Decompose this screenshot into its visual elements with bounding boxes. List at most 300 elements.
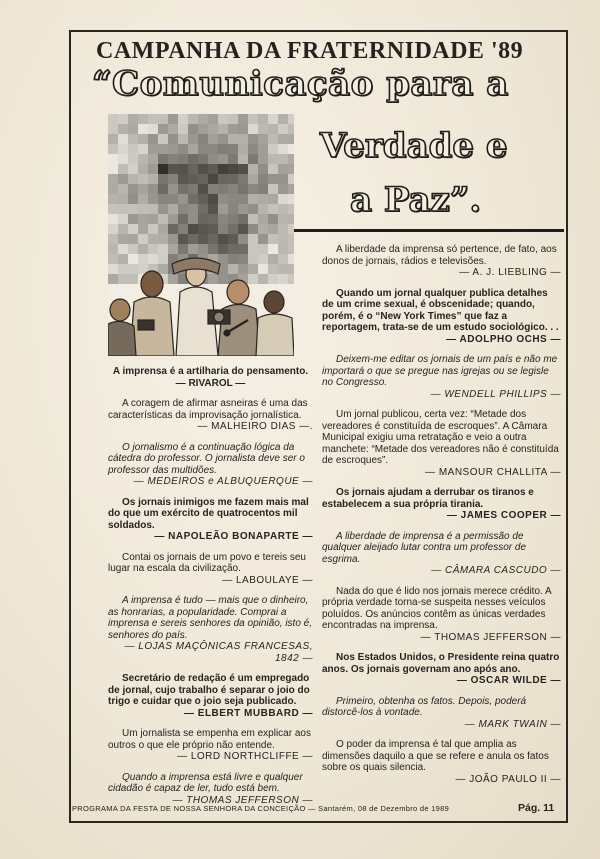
- mosaic-tile: [258, 234, 268, 244]
- mosaic-tile: [118, 214, 128, 224]
- mosaic-tile: [108, 244, 118, 254]
- quote-mark-twain: [322, 696, 561, 731]
- mosaic-tile: [278, 134, 288, 144]
- mosaic-tile: [188, 124, 198, 134]
- mosaic-tile: [248, 184, 258, 194]
- mosaic-tile: [258, 174, 268, 184]
- mosaic-tile: [198, 174, 208, 184]
- mosaic-tile: [118, 154, 128, 164]
- mosaic-tile: [288, 184, 294, 194]
- quote-author: — A. J. LIEBLING —: [459, 267, 561, 278]
- mosaic-tile: [178, 184, 188, 194]
- mosaic-tile: [148, 224, 158, 234]
- mosaic-tile: [138, 254, 148, 264]
- mosaic-tile: [148, 254, 158, 264]
- mosaic-tile: [198, 224, 208, 234]
- mosaic-tile: [138, 184, 148, 194]
- mosaic-tile: [158, 214, 168, 224]
- quote-text: Um jornalista se empenha em explicar aos outros o que ele próprio não entende.: [108, 728, 311, 751]
- mosaic-tile: [288, 244, 294, 254]
- quote-lord-northcliffe: [108, 728, 313, 763]
- mosaic-tile: [188, 224, 198, 234]
- quote-author: — CÂMARA CASCUDO —: [431, 565, 561, 576]
- mosaic-tile: [148, 134, 158, 144]
- mosaic-tile: [148, 214, 158, 224]
- mosaic-tile: [258, 154, 268, 164]
- quote-liebling: [322, 244, 561, 279]
- mosaic-tile: [168, 224, 178, 234]
- mosaic-tile: [278, 174, 288, 184]
- quote-author: — RIVAROL —: [175, 377, 246, 389]
- mosaic-tile: [178, 174, 188, 184]
- mosaic-tile: [228, 204, 238, 214]
- mosaic-tile: [108, 114, 118, 124]
- mosaic-tile: [118, 114, 128, 124]
- mosaic-tile: [208, 184, 218, 194]
- quote-text: A imprensa é a artilharia do pensamento.: [112, 366, 309, 377]
- mosaic-tile: [128, 194, 138, 204]
- mosaic-tile: [178, 244, 188, 254]
- mosaic-tile: [238, 204, 248, 214]
- mosaic-tile: [118, 134, 128, 144]
- mosaic-tile: [138, 174, 148, 184]
- mosaic-tile: [138, 154, 148, 164]
- quote-napoleao: [108, 497, 313, 543]
- mosaic-tile: [138, 234, 148, 244]
- mosaic-tile: [198, 154, 208, 164]
- quote-thomas-jefferson-1: [108, 772, 313, 807]
- mosaic-tile: [288, 134, 294, 144]
- mosaic-tile: [118, 164, 128, 174]
- mosaic-tile: [268, 254, 278, 264]
- mosaic-tile: [108, 194, 118, 204]
- mosaic-tile: [188, 114, 198, 124]
- mosaic-tile: [288, 254, 294, 264]
- mosaic-tile: [218, 244, 228, 254]
- mosaic-tile: [278, 164, 288, 174]
- mosaic-tile: [258, 124, 268, 134]
- mosaic-tile: [278, 214, 288, 224]
- mosaic-tile: [268, 184, 278, 194]
- quote-text: Secretário de redação é um empregado de jornal, cujo trabalho é separar o joio do trigo e cuidar que o joio seja publicado.: [108, 673, 310, 707]
- footer-program: PROGRAMA DA FESTA DE NOSSA SENHORA DA CONCEIÇÃO — Santarém, 08 de Dezembro de 1989: [72, 804, 450, 813]
- mosaic-tile: [248, 124, 258, 134]
- mosaic-tile: [168, 184, 178, 194]
- mosaic-tile: [218, 144, 228, 154]
- mosaic-tile: [258, 164, 268, 174]
- mosaic-tile: [288, 144, 294, 154]
- mosaic-tile: [228, 124, 238, 134]
- mosaic-tile: [148, 234, 158, 244]
- mosaic-tile: [158, 244, 168, 254]
- mosaic-tile: [108, 254, 118, 264]
- mosaic-tile: [258, 264, 268, 274]
- mosaic-tile: [178, 154, 188, 164]
- mosaic-tile: [138, 204, 148, 214]
- mosaic-tile: [248, 274, 258, 284]
- mosaic-tile: [278, 274, 288, 284]
- christ-with-press-illustration: [108, 114, 294, 356]
- mosaic-tile: [218, 114, 228, 124]
- quote-text: Um jornal publicou, certa vez: “Metade dos vereadores é constituída de escroques”. A Câmara Municipal exigiu uma retratação e veio a outra manchete: “Metade dos vereadores não é constituída de escroques”.: [322, 409, 559, 466]
- mosaic-tile: [128, 214, 138, 224]
- mosaic-tile: [158, 134, 168, 144]
- mosaic-tile: [168, 154, 178, 164]
- mosaic-tile: [288, 154, 294, 164]
- mosaic-tile: [138, 124, 148, 134]
- mosaic-tile: [268, 194, 278, 204]
- mosaic-tile: [188, 164, 198, 174]
- quote-adolpho-ochs: [322, 288, 561, 346]
- mosaic-tile: [228, 194, 238, 204]
- quote-text: Deixem-me editar os jornais de um país e não me importará o que se pregue nas igrejas ou se legisle no Congresso.: [322, 354, 558, 388]
- mosaic-tile: [248, 214, 258, 224]
- mosaic-tile: [248, 254, 258, 264]
- quote-medeiros-albuquerque: [108, 442, 313, 488]
- mosaic-tile: [238, 154, 248, 164]
- quote-text: Primeiro, obtenha os fatos. Depois, poderá distorcê-los à vontade.: [322, 695, 527, 718]
- mosaic-tile: [128, 264, 138, 274]
- mosaic-tile: [208, 224, 218, 234]
- mosaic-tile: [198, 244, 208, 254]
- mosaic-tile: [158, 194, 168, 204]
- slogan-line-3: a Paz”.: [350, 180, 482, 220]
- mosaic-tile: [238, 224, 248, 234]
- mosaic-tile: [168, 134, 178, 144]
- mosaic-tile: [218, 164, 228, 174]
- left-quotes-column: [108, 366, 313, 815]
- campaign-title: CAMPANHA DA FRATERNIDADE '89: [96, 38, 524, 64]
- quote-text: Nos Estados Unidos, o Presidente reina quatro anos. Os jornais governam ano após ano.: [322, 652, 560, 675]
- quote-text: A imprensa é tudo — mais que o dinheiro, as honrarias, a popularidade. Comprai a imprensa e sereis senhores da opinião, isto é, senhores do país.: [108, 595, 313, 641]
- mosaic-tile: [268, 274, 278, 284]
- mosaic-tile: [248, 134, 258, 144]
- mosaic-tile: [228, 214, 238, 224]
- mosaic-tile: [268, 244, 278, 254]
- mosaic-tile: [178, 194, 188, 204]
- quote-author: — OSCAR WILDE —: [456, 675, 561, 686]
- mosaic-tile: [128, 204, 138, 214]
- quote-wendell-phillips: [322, 354, 561, 400]
- mosaic-tile: [278, 244, 288, 254]
- quote-camara-cascudo: [322, 531, 561, 577]
- mosaic-tile: [218, 124, 228, 134]
- mosaic-tile: [128, 134, 138, 144]
- mosaic-tile: [238, 194, 248, 204]
- quote-mansour-challita: [322, 409, 561, 478]
- mosaic-tile: [198, 124, 208, 134]
- mosaic-tile: [108, 224, 118, 234]
- mosaic-tile: [128, 124, 138, 134]
- mosaic-tile: [288, 274, 294, 284]
- mosaic-tile: [108, 124, 118, 134]
- mosaic-tile: [218, 204, 228, 214]
- mosaic-tile: [108, 274, 118, 284]
- mosaic-tile: [128, 184, 138, 194]
- mosaic-tile: [138, 144, 148, 154]
- mosaic-tile: [118, 224, 128, 234]
- mosaic-tile: [258, 144, 268, 154]
- quote-text: Nada do que é lido nos jornais merece crédito. A própria verdade torna-se suspeita nesses veículos poluídos. Os anúncios contêm as únicas verdades encontradas na imprensa.: [322, 585, 552, 631]
- mosaic-tile: [228, 234, 238, 244]
- mosaic-tile: [158, 114, 168, 124]
- quote-author: — LOJAS MAÇÔNICAS FRANCESAS, 1842 —: [124, 641, 313, 664]
- mosaic-tile: [158, 204, 168, 214]
- mosaic-tile: [138, 244, 148, 254]
- quote-oscar-wilde: [322, 652, 561, 687]
- mosaic-tile: [188, 144, 198, 154]
- mosaic-tile: [268, 114, 278, 124]
- mosaic-tile: [118, 274, 128, 284]
- mosaic-tile: [148, 184, 158, 194]
- mosaic-tile: [248, 194, 258, 204]
- mosaic-tile: [278, 254, 288, 264]
- mosaic-tile: [128, 164, 138, 174]
- mosaic-tile: [198, 184, 208, 194]
- mosaic-tile: [218, 154, 228, 164]
- mosaic-tile: [188, 194, 198, 204]
- mosaic-tile: [258, 114, 268, 124]
- mosaic-tile: [208, 124, 218, 134]
- quote-author: — NAPOLEÃO BONAPARTE —: [154, 531, 313, 542]
- slogan-line-2: Verdade e: [320, 126, 508, 166]
- mosaic-tile: [208, 174, 218, 184]
- mosaic-tile: [258, 204, 268, 214]
- mosaic-tile: [278, 194, 288, 204]
- mosaic-tile: [248, 244, 258, 254]
- mosaic-tile: [148, 174, 158, 184]
- right-quotes-column: [322, 244, 561, 794]
- mosaic-tile: [228, 114, 238, 124]
- mosaic-tile: [248, 114, 258, 124]
- mosaic-tile: [138, 194, 148, 204]
- mosaic-tile: [248, 234, 258, 244]
- mosaic-tile: [188, 214, 198, 224]
- mosaic-tile: [278, 224, 288, 234]
- quote-author: — THOMAS JEFFERSON —: [172, 794, 313, 806]
- mosaic-tile: [278, 264, 288, 274]
- mosaic-tile: [268, 134, 278, 144]
- mosaic-tile: [148, 164, 158, 174]
- mosaic-tile: [118, 184, 128, 194]
- mosaic-tile: [288, 224, 294, 234]
- mosaic-tile: [288, 124, 294, 134]
- mosaic-tile: [248, 154, 258, 164]
- quote-author: — ADOLPHO OCHS —: [446, 333, 561, 345]
- mosaic-tile: [108, 164, 118, 174]
- quote-laboulaye: [108, 552, 313, 587]
- mosaic-tile: [208, 134, 218, 144]
- mosaic-tile: [108, 204, 118, 214]
- mosaic-tile: [128, 234, 138, 244]
- mosaic-tile: [248, 164, 258, 174]
- mosaic-tile: [138, 134, 148, 144]
- mosaic-tile: [168, 244, 178, 254]
- quote-author: — WENDELL PHILLIPS —: [430, 388, 561, 400]
- mosaic-tile: [108, 214, 118, 224]
- mosaic-tile: [198, 114, 208, 124]
- mosaic-tile: [118, 234, 128, 244]
- mosaic-tile: [148, 244, 158, 254]
- mosaic-tile: [198, 204, 208, 214]
- mosaic-tile: [278, 154, 288, 164]
- mosaic-tile: [188, 174, 198, 184]
- mosaic-tile: [228, 144, 238, 154]
- mosaic-tile: [198, 214, 208, 224]
- mosaic-tile: [168, 194, 178, 204]
- mosaic-tile: [158, 144, 168, 154]
- quote-author: — MALHEIRO DIAS —.: [197, 421, 313, 432]
- mosaic-tile: [208, 234, 218, 244]
- mosaic-tile: [208, 144, 218, 154]
- mosaic-tile: [288, 194, 294, 204]
- mosaic-tile: [188, 184, 198, 194]
- mosaic-tile: [118, 124, 128, 134]
- mosaic-tile: [178, 134, 188, 144]
- mosaic-tile: [178, 124, 188, 134]
- mosaic-tile: [178, 224, 188, 234]
- mosaic-tile: [178, 234, 188, 244]
- mosaic-tile: [108, 174, 118, 184]
- mosaic-tile: [138, 114, 148, 124]
- quote-text: A coragem de afirmar asneiras é uma das características da improvisação jornalística.: [108, 398, 308, 421]
- mosaic-tile: [208, 154, 218, 164]
- mosaic-tile: [208, 214, 218, 224]
- mosaic-tile: [128, 274, 138, 284]
- mosaic-tile: [268, 264, 278, 274]
- mosaic-tile: [278, 204, 288, 214]
- mosaic-tile: [258, 194, 268, 204]
- mosaic-tile: [198, 234, 208, 244]
- slogan-line-1: “Comunicação para a: [92, 64, 509, 104]
- mosaic-tile: [228, 134, 238, 144]
- mosaic-tile: [238, 124, 248, 134]
- mosaic-tile: [208, 274, 218, 284]
- mosaic-tile: [208, 194, 218, 204]
- mosaic-tile: [108, 134, 118, 144]
- mosaic-tile: [268, 144, 278, 154]
- mosaic-tile: [248, 144, 258, 154]
- mosaic-tile: [258, 184, 268, 194]
- mosaic-tile: [168, 204, 178, 214]
- mosaic-tile: [268, 214, 278, 224]
- title-rule: [292, 229, 564, 232]
- page-number: Pág. 11: [518, 802, 555, 814]
- mosaic-tile: [248, 224, 258, 234]
- mosaic-tile: [248, 174, 258, 184]
- mosaic-tile: [188, 244, 198, 254]
- quote-elbert-mubbard: [108, 673, 313, 719]
- mosaic-tile: [188, 134, 198, 144]
- mosaic-tile: [208, 204, 218, 214]
- mosaic-tile: [238, 264, 248, 274]
- mosaic-tile: [238, 184, 248, 194]
- mosaic-tile: [288, 264, 294, 274]
- mosaic-tile: [238, 234, 248, 244]
- mosaic-tile: [128, 244, 138, 254]
- mosaic-tile: [108, 264, 118, 274]
- mosaic-tile: [228, 184, 238, 194]
- mosaic-tile: [118, 254, 128, 264]
- mosaic-tile: [168, 114, 178, 124]
- mosaic-tile: [258, 224, 268, 234]
- mosaic-tile: [158, 184, 168, 194]
- mosaic-tile: [288, 174, 294, 184]
- mosaic-tile: [108, 144, 118, 154]
- mosaic-tile: [188, 234, 198, 244]
- mosaic-tile: [238, 114, 248, 124]
- mosaic-tile: [118, 204, 128, 214]
- quote-thomas-jefferson-2: [322, 586, 561, 644]
- mosaic-tile: [158, 164, 168, 174]
- mosaic-tile: [148, 114, 158, 124]
- quote-text: A liberdade de imprensa é a permissão de qualquer aleijado lutar contra um professor de esgrima.: [322, 530, 527, 565]
- mosaic-tile: [148, 194, 158, 204]
- mosaic-tile: [198, 134, 208, 144]
- mosaic-tile: [128, 174, 138, 184]
- mosaic-tile: [228, 264, 238, 274]
- mosaic-tile: [138, 164, 148, 174]
- mosaic-tile: [208, 244, 218, 254]
- mosaic-tile: [168, 274, 178, 284]
- quote-author: — MEDEIROS e ALBUQUERQUE —: [133, 476, 313, 487]
- mosaic-tile: [268, 174, 278, 184]
- mosaic-tile: [158, 224, 168, 234]
- mosaic-tile: [118, 194, 128, 204]
- mosaic-tile: [278, 144, 288, 154]
- mosaic-tile: [158, 124, 168, 134]
- mosaic-tile: [228, 164, 238, 174]
- mosaic-tile: [128, 224, 138, 234]
- mosaic-tile: [218, 254, 228, 264]
- quote-james-cooper: [322, 487, 561, 522]
- mosaic-tile: [148, 204, 158, 214]
- mosaic-tile: [278, 184, 288, 194]
- mosaic-tile: [268, 234, 278, 244]
- mosaic-tile: [258, 254, 268, 264]
- mosaic-tile: [238, 144, 248, 154]
- quote-author: — MANSOUR CHALLITA —: [425, 466, 561, 478]
- mosaic-tile: [218, 234, 228, 244]
- mosaic-tile: [238, 174, 248, 184]
- mosaic-tile: [288, 234, 294, 244]
- mosaic-tile: [118, 264, 128, 274]
- mosaic-tile: [168, 214, 178, 224]
- quote-author: — JOÃO PAULO II —: [455, 773, 561, 785]
- mosaic-tile: [178, 114, 188, 124]
- quote-text: Quando um jornal qualquer publica detalhes de um crime sexual, é obscenidade; quando, porém, é o “New York Times” que faz a reportagem, trata-se de um estudo sociológico. . .: [322, 287, 559, 333]
- quote-author: — LABOULAYE —: [222, 574, 313, 586]
- mosaic-tile: [248, 264, 258, 274]
- mosaic-tile: [178, 214, 188, 224]
- mosaic-tile: [108, 154, 118, 164]
- quote-text: Contai os jornais de um povo e tereis seu lugar na escala da civilização.: [108, 551, 306, 574]
- mosaic-tile: [228, 254, 238, 264]
- quote-text: Os jornais ajudam a derrubar os tiranos e estabelecem a sua própria tirania.: [322, 487, 534, 510]
- mosaic-tile: [218, 184, 228, 194]
- mosaic-tile: [158, 264, 168, 274]
- quote-text: Os jornais inimigos me fazem mais mal do que um exército de quatrocentos mil soldados.: [108, 496, 309, 531]
- mosaic-tile: [288, 204, 294, 214]
- mosaic-tile: [288, 114, 294, 124]
- mosaic-tile: [248, 204, 258, 214]
- mosaic-tile: [228, 174, 238, 184]
- mosaic-tile: [268, 124, 278, 134]
- mosaic-tile: [188, 154, 198, 164]
- quote-joao-paulo-ii: [322, 739, 561, 785]
- illustration-svg: [108, 114, 294, 356]
- mosaic-tile: [288, 214, 294, 224]
